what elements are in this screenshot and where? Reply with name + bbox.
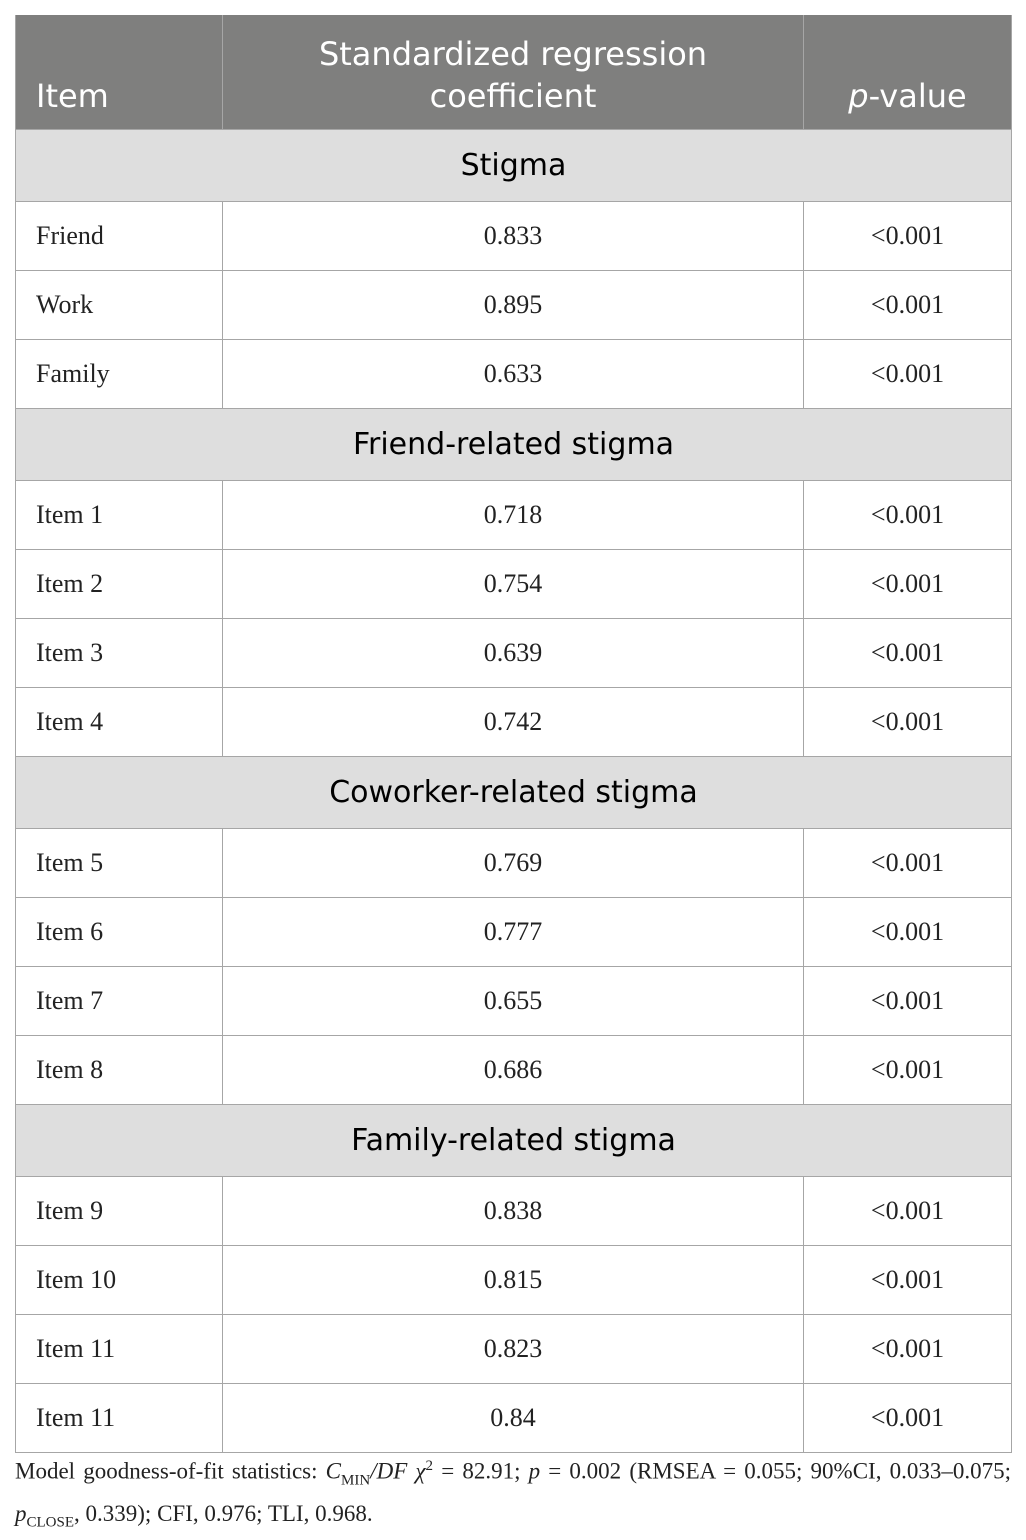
footnote-chi: χ	[415, 1458, 426, 1484]
table-row	[16, 1176, 1012, 1245]
table-row	[16, 966, 1012, 1035]
footnote-chi-sup: 2	[425, 1458, 434, 1474]
footnote-df: /DF	[370, 1458, 408, 1484]
cell-coefficient: 0.777	[223, 897, 804, 966]
footnote-cmin: C	[325, 1458, 342, 1484]
cell-coefficient: 0.84	[223, 1383, 804, 1452]
cell-coefficient: 0.754	[223, 549, 804, 618]
cell-p-value: <0.001	[804, 828, 1012, 897]
section-title: Coworker-related stigma	[16, 756, 1012, 828]
cell-item: Item 9	[16, 1176, 223, 1245]
section-header-row	[16, 756, 1012, 828]
cell-p-value: <0.001	[804, 687, 1012, 756]
table-row	[16, 1035, 1012, 1104]
cell-item: Item 5	[16, 828, 223, 897]
table-header	[16, 15, 1012, 129]
table-row	[16, 1314, 1012, 1383]
table-row	[16, 897, 1012, 966]
footnote-text-1: Model goodness-of-fit statistics:	[15, 1458, 326, 1484]
cell-coefficient: 0.686	[223, 1035, 804, 1104]
cell-p-value: <0.001	[804, 201, 1012, 270]
table-row	[16, 618, 1012, 687]
cell-p-value: <0.001	[804, 1035, 1012, 1104]
cell-item: Item 7	[16, 966, 223, 1035]
table-row	[16, 339, 1012, 408]
cell-p-value: <0.001	[804, 1314, 1012, 1383]
header-item: Item	[16, 15, 223, 129]
table-row	[16, 1245, 1012, 1314]
cell-p-value: <0.001	[804, 966, 1012, 1035]
cell-p-value: <0.001	[804, 618, 1012, 687]
cell-coefficient: 0.838	[223, 1176, 804, 1245]
cell-p-value: <0.001	[804, 1176, 1012, 1245]
cell-coefficient: 0.895	[223, 270, 804, 339]
table-row	[16, 687, 1012, 756]
section-title: Friend-related stigma	[16, 408, 1012, 480]
cell-coefficient: 0.815	[223, 1245, 804, 1314]
header-p-italic: p	[848, 76, 869, 115]
cell-item: Item 1	[16, 480, 223, 549]
section-header-row	[16, 129, 1012, 201]
cell-item: Family	[16, 339, 223, 408]
cell-p-value: <0.001	[804, 1245, 1012, 1314]
cell-item: Work	[16, 270, 223, 339]
table-row	[16, 480, 1012, 549]
cell-p-value: <0.001	[804, 1383, 1012, 1452]
cell-coefficient: 0.823	[223, 1314, 804, 1383]
cell-item: Item 4	[16, 687, 223, 756]
cell-coefficient: 0.769	[223, 828, 804, 897]
table-footnote	[15, 1449, 1011, 1540]
footnote-text-2: = 82.91;	[433, 1458, 529, 1484]
header-p-value	[804, 15, 1012, 129]
cell-p-value: <0.001	[804, 270, 1012, 339]
cell-item: Item 2	[16, 549, 223, 618]
section-header-row	[16, 1104, 1012, 1176]
cell-p-value: <0.001	[804, 897, 1012, 966]
cell-item: Item 8	[16, 1035, 223, 1104]
cell-item: Item 11	[16, 1383, 223, 1452]
table-row	[16, 201, 1012, 270]
cell-item: Item 6	[16, 897, 223, 966]
footnote-pclose-sub: CLOSE	[26, 1514, 75, 1531]
footnote-text-4: , 0.339); CFI, 0.976; TLI, 0.968.	[74, 1501, 373, 1527]
cell-item: Friend	[16, 201, 223, 270]
cell-coefficient: 0.655	[223, 966, 804, 1035]
cell-coefficient: 0.833	[223, 201, 804, 270]
section-header-row	[16, 408, 1012, 480]
cell-item: Item 11	[16, 1314, 223, 1383]
table-row	[16, 1383, 1012, 1452]
cell-p-value: <0.001	[804, 549, 1012, 618]
section-title: Family-related stigma	[16, 1104, 1012, 1176]
cell-coefficient: 0.742	[223, 687, 804, 756]
table-row	[16, 828, 1012, 897]
footnote-p: p	[528, 1458, 541, 1484]
cell-coefficient: 0.633	[223, 339, 804, 408]
footnote-cmin-sub: MIN	[341, 1472, 371, 1489]
header-coefficient: Standardized regression coefficient	[223, 15, 804, 129]
footnote-text-3: = 0.002 (RMSEA = 0.055; 90%CI, 0.033–0.075;	[540, 1458, 1012, 1484]
table-body	[16, 129, 1012, 1452]
regression-table-container	[15, 15, 1011, 1453]
cell-item: Item 3	[16, 618, 223, 687]
cell-item: Item 10	[16, 1245, 223, 1314]
cell-p-value: <0.001	[804, 339, 1012, 408]
section-title: Stigma	[16, 129, 1012, 201]
table-row	[16, 270, 1012, 339]
table-row	[16, 549, 1012, 618]
cell-p-value: <0.001	[804, 480, 1012, 549]
cell-coefficient: 0.639	[223, 618, 804, 687]
header-p-rest: -value	[868, 76, 967, 115]
regression-table	[15, 15, 1012, 1453]
footnote-pclose: p	[15, 1501, 27, 1527]
cell-coefficient: 0.718	[223, 480, 804, 549]
